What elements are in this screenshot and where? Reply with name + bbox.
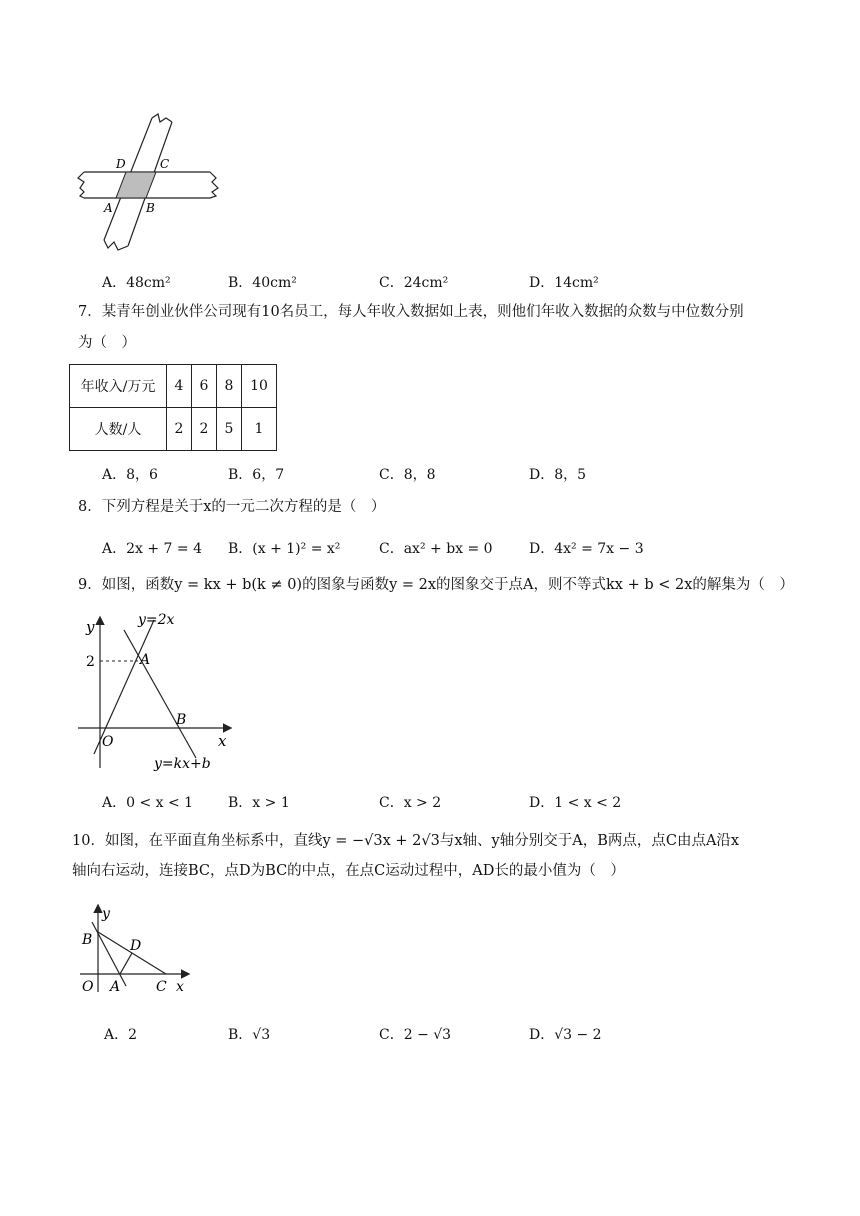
q8-option-b: B．(x + 1)² = x² — [228, 541, 341, 557]
q10-question-line2: 轴向右运动，连接BC，点D为BC的中点，在点C运动过程中，AD长的最小值为（ ） — [72, 863, 625, 879]
q6-option-a: A．48cm² — [102, 275, 171, 291]
table-header-count: 人数/人 — [70, 408, 167, 451]
q9-label-b: B — [176, 712, 187, 728]
q9-question: 9．如图，函数y = kx + b(k ≠ 0)的图象与函数y = 2x的图象交于点A，则不等式kx + b < 2x的解集为（ ） — [78, 577, 794, 593]
q10-figure — [76, 902, 196, 996]
table-cell: 8 — [217, 365, 242, 408]
q7-option-d: D．8，5 — [529, 467, 587, 483]
q7-option-a: A．8，6 — [102, 467, 158, 483]
income-table — [69, 364, 277, 451]
q10-question-line1: 10．如图，在平面直角坐标系中，直线y = −√3x + 2√3与x轴、y轴分别交于A，B两点，点C由点A沿x — [72, 833, 740, 849]
q9-label-o: O — [102, 734, 114, 750]
q6-label-d: D — [116, 157, 126, 171]
q7-question-line1: 7．某青年创业伙伴公司现有10名员工，每人年收入数据如上表，则他们年收入数据的众数与中位数分别 — [78, 304, 744, 320]
q6-option-b: B．40cm² — [228, 275, 297, 291]
q10-label-o: O — [82, 979, 94, 995]
q6-option-d: D．14cm² — [529, 275, 599, 291]
q6-figure — [74, 108, 224, 258]
q9-line2-label: y=kx+b — [154, 756, 211, 772]
q6-label-a: A — [104, 201, 113, 215]
q9-option-c: C．x > 2 — [379, 795, 442, 811]
q8-option-a: A．2x + 7 = 4 — [102, 541, 202, 557]
q9-y-axis-label: y — [86, 618, 95, 636]
q6-option-c: C．24cm² — [379, 275, 449, 291]
q9-x-axis-label: x — [218, 732, 227, 750]
q10-label-a: A — [110, 979, 121, 995]
table-header-income: 年收入/万元 — [70, 365, 167, 408]
q10-option-a: A．2 — [104, 1027, 138, 1043]
q7-option-c: C．8，8 — [379, 467, 436, 483]
q10-label-c: C — [156, 979, 167, 995]
q10-x-axis-label: x — [176, 979, 184, 995]
q8-question: 8．下列方程是关于x的一元二次方程的是（ ） — [78, 499, 386, 515]
table-row — [70, 408, 277, 451]
table-cell: 10 — [242, 365, 277, 408]
q9-option-b: B．x > 1 — [228, 795, 290, 811]
q9-figure — [74, 608, 244, 776]
q9-line1-label: y=2x — [138, 612, 175, 628]
q6-label-c: C — [160, 157, 170, 171]
q8-option-d: D．4x² = 7x − 3 — [529, 541, 644, 557]
q10-option-d: D．√3 − 2 — [529, 1027, 602, 1043]
table-cell: 4 — [167, 365, 192, 408]
q6-label-b: B — [146, 201, 155, 215]
q10-label-d: D — [130, 938, 142, 954]
q7-question-line2: 为（ ） — [78, 335, 136, 351]
q7-option-b: B．6，7 — [228, 467, 285, 483]
table-cell: 1 — [242, 408, 277, 451]
table-cell: 2 — [167, 408, 192, 451]
table-cell: 6 — [192, 365, 217, 408]
table-cell: 2 — [192, 408, 217, 451]
q10-y-axis-label: y — [102, 906, 110, 922]
q10-option-b: B．√3 — [228, 1027, 271, 1043]
q9-label-a: A — [140, 652, 151, 668]
q9-option-a: A．0 < x < 1 — [102, 795, 194, 811]
table-row — [70, 365, 277, 408]
q8-option-c: C．ax² + bx = 0 — [379, 541, 493, 557]
q10-option-c: C．2 − √3 — [379, 1027, 452, 1043]
q10-label-b: B — [82, 932, 93, 948]
table-cell: 5 — [217, 408, 242, 451]
q9-tick-2: 2 — [86, 654, 95, 670]
q9-option-d: D．1 < x < 2 — [529, 795, 622, 811]
